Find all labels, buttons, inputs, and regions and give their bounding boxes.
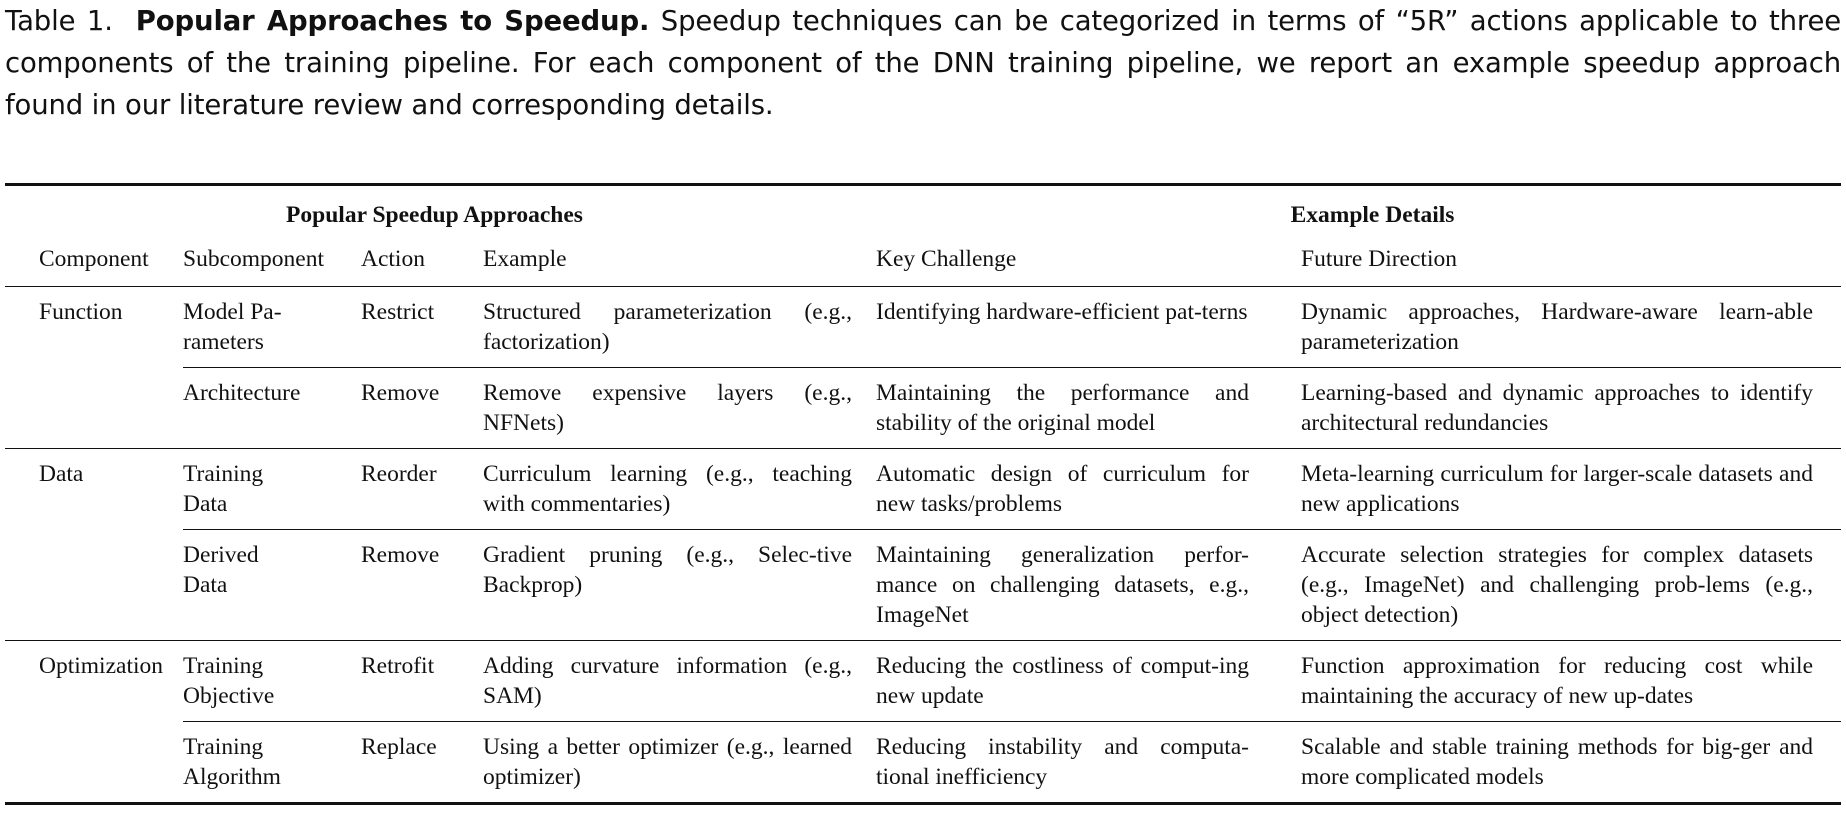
cell-future-direction: Scalable and stable training methods for big-ger and more complicated models xyxy=(1301,722,1841,804)
table-row xyxy=(5,287,1841,368)
cell-key-challenge: Identifying hardware-efficient pat-terns xyxy=(876,299,1248,325)
speedup-table xyxy=(5,183,1841,805)
cell-action: Reorder xyxy=(361,449,483,530)
caption-title: Popular Approaches to Speedup. xyxy=(135,5,650,37)
column-header-row xyxy=(5,234,1841,287)
cell-component: Data xyxy=(5,449,183,530)
cell-component xyxy=(5,368,183,449)
cell-key-challenge: Reducing the costliness of comput-ing new update xyxy=(864,641,1301,722)
col-header-action: Action xyxy=(361,234,483,287)
table-row xyxy=(5,368,1841,449)
cell-action: Remove xyxy=(361,530,483,641)
cell-subcomponent: Architecture xyxy=(183,368,361,449)
cell-key-challenge: Reducing instability and computa-tional inefficiency xyxy=(864,722,1301,804)
col-header-future-direction: Future Direction xyxy=(1301,234,1841,287)
cell-component xyxy=(5,530,183,641)
cell-subcomponent: Derived Data xyxy=(183,530,361,641)
cell-example: Gradient pruning (e.g., Selec-tive Backprop) xyxy=(483,530,864,641)
group-header-row xyxy=(5,186,1841,234)
cell-subcomponent: Training Algorithm xyxy=(183,722,361,804)
cell-future-direction: Dynamic approaches, Hardware-aware learn-able parameterization xyxy=(1301,299,1813,355)
cell-example: Using a better optimizer (e.g., learned optimizer) xyxy=(483,722,864,804)
caption-label: Table 1. xyxy=(5,5,113,37)
cell-future-direction: Learning-based and dynamic approaches to identify architectural redundancies xyxy=(1301,368,1841,449)
table-caption xyxy=(5,0,1841,126)
cell-action: Retrofit xyxy=(361,641,483,722)
cell-subcomponent: Training Data xyxy=(183,449,361,530)
cell-future-direction: Accurate selection strategies for complex datasets (e.g., ImageNet) and challenging prob-lems (e.g., object detection) xyxy=(1301,530,1841,641)
cell-key-challenge: Maintaining the performance and stability of the original model xyxy=(864,368,1301,449)
cell-subcomponent: Training Objective xyxy=(183,641,361,722)
cell-action: Restrict xyxy=(361,299,435,325)
cell-component: Optimization xyxy=(5,641,183,722)
caption-text: Speedup techniques can be categorized in terms of “5R” actions applicable to three components of the training pipeline. For each component of the DNN training pipeline, we report an example speedup approach found in our literature review and corresponding details. xyxy=(5,5,1841,121)
col-header-subcomponent: Subcomponent xyxy=(183,234,361,287)
cell-component: Function xyxy=(39,299,123,325)
table-row xyxy=(5,722,1841,804)
col-header-key-challenge: Key Challenge xyxy=(864,234,1301,287)
group-header-approaches: Popular Speedup Approaches xyxy=(286,202,583,228)
table-row xyxy=(5,641,1841,722)
cell-key-challenge: Automatic design of curriculum for new tasks/problems xyxy=(864,449,1301,530)
cell-example: Structured parameterization (e.g., factorization) xyxy=(483,299,852,355)
cell-key-challenge: Maintaining generalization perfor-mance on challenging datasets, e.g., ImageNet xyxy=(864,530,1301,641)
cell-component xyxy=(5,722,183,804)
col-header-component: Component xyxy=(5,234,183,287)
cell-example: Curriculum learning (e.g., teaching with commentaries) xyxy=(483,449,864,530)
table-row xyxy=(5,449,1841,530)
cell-subcomponent: Model Pa- rameters xyxy=(183,299,282,355)
cell-action: Remove xyxy=(361,368,483,449)
cell-example: Adding curvature information (e.g., SAM) xyxy=(483,641,864,722)
col-header-example: Example xyxy=(483,234,864,287)
cell-future-direction: Meta-learning curriculum for larger-scale datasets and new applications xyxy=(1301,449,1841,530)
group-header-details: Example Details xyxy=(1290,202,1455,228)
table-row xyxy=(5,530,1841,641)
cell-example: Remove expensive layers (e.g., NFNets) xyxy=(483,368,864,449)
cell-future-direction: Function approximation for reducing cost while maintaining the accuracy of new up-dates xyxy=(1301,641,1841,722)
cell-action: Replace xyxy=(361,722,483,804)
